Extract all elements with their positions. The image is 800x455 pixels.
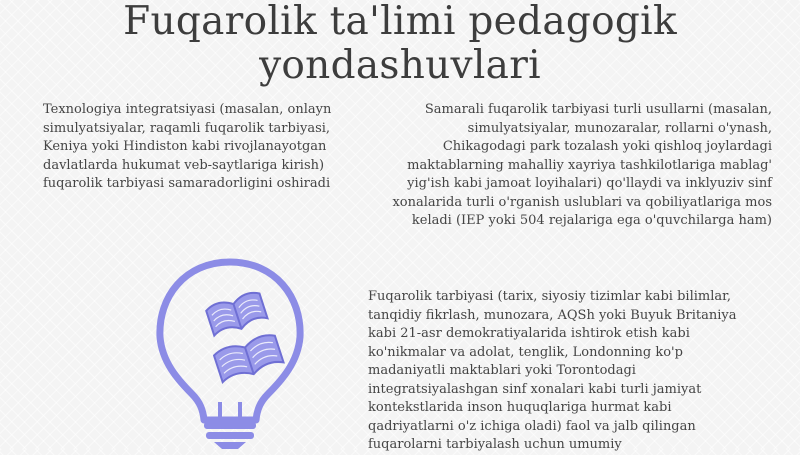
slide-title: Fuqarolik ta'limi pedagogik yondashuvlari [123, 0, 677, 88]
lightbulb-book-icon [150, 252, 310, 449]
bulb-base-tip [214, 442, 246, 449]
text-block-technology: Texnologiya integratsiyasi (masalan, onlayn simulyatsiyalar, raqamli fuqarolik tarbiyasi, Keniya yoki Hindiston kabi rivojlanayotgan davlatlarda hukumat veb-saytlariga kirish) fuqarolik tarbiyasi samaradorligini oshiradi [43, 102, 332, 191]
text-block-civic-education: Fuqarolik tarbiyasi (tarix, siyosiy tizimlar kabi bilimlar, tanqidiy fikrlash, munozara, AQSh yoki Buyuk Britaniya kabi 21-asr demokratiyalarida ishtirok etish kabi ko'nikmalar va adolat, tenglik, Londonning ko'p madaniyatli maktablari yoki Torontodagi integratsiyalashgan sinf xonalari kabi turli jamiyat kontekstlarida inson huquqlariga hurmat kabi qadriyatlarni o'z ichiga oladi) faol va jalb qilingan fuqarolarni tarbiyalash uchun umumiy [368, 289, 737, 452]
text-block-methods: Samarali fuqarolik tarbiyasi turli usullarni (masalan, simulyatsiyalar, munozaralar, rollarni o'ynash, Chikagodagi park tozalash yoki qishloq joylardagi maktablarning mahalliy xayriya tashkilotlariga mablag' yig'ish kabi jamoat loyihalari) qo'llaydi va inklyuziv sinf xonalarida turli o'rganish uslublari va qobiliyatlariga mos keladi (IEP yoki 504 rejalariga ega o'quvchilarga ham) [392, 102, 772, 228]
bulb-base-band [204, 422, 256, 429]
book-icon [213, 332, 284, 384]
bulb-glass [160, 262, 300, 420]
book-icon [205, 290, 268, 337]
bulb-base-band [206, 432, 254, 439]
